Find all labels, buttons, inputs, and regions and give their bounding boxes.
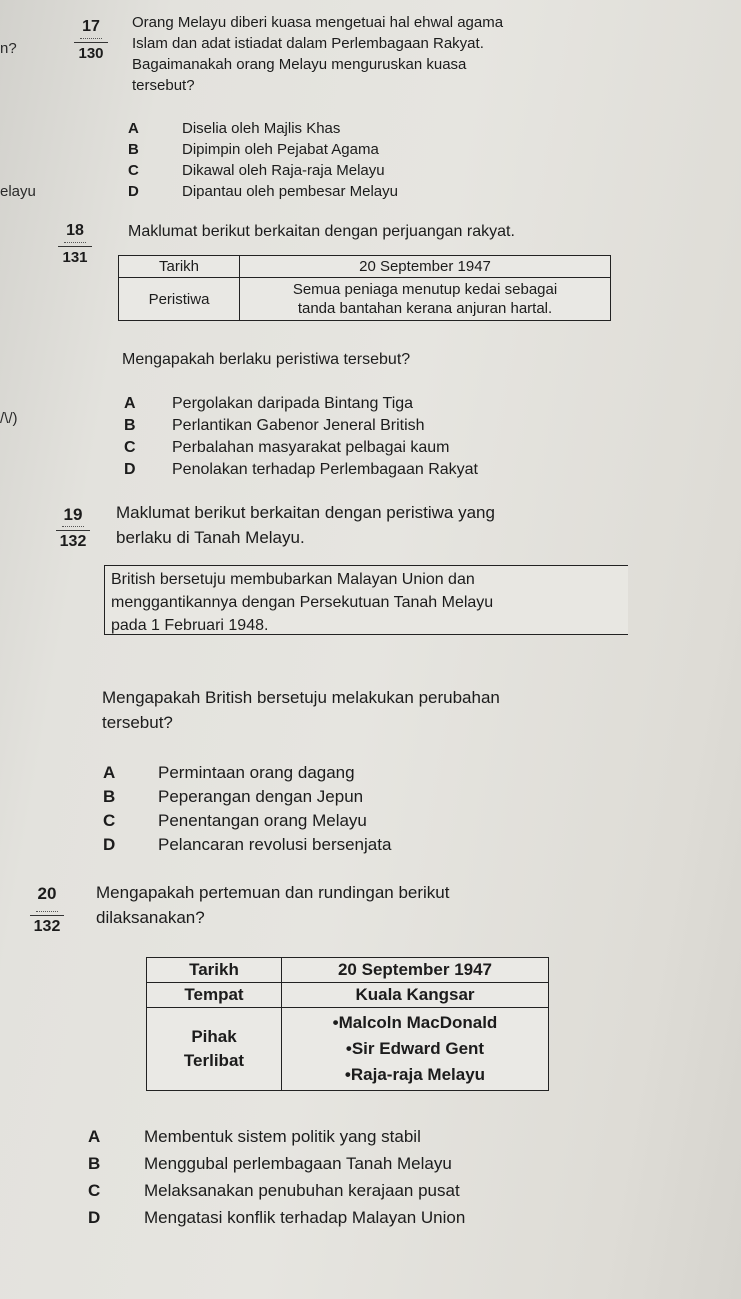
question-20-table bbox=[146, 957, 549, 1091]
party-item: • Raja-raja Melayu bbox=[290, 1062, 540, 1088]
option-text[interactable]: Penolakan terhadap Perlembagaan Rakyat bbox=[172, 461, 478, 478]
party-item: • Malcoln MacDonald bbox=[290, 1010, 540, 1036]
option-letter[interactable]: B bbox=[128, 141, 139, 158]
option-letter[interactable]: A bbox=[88, 1127, 101, 1146]
question-number: 17 bbox=[82, 18, 100, 35]
question-19-stem bbox=[116, 500, 495, 550]
table-label bbox=[147, 1008, 282, 1091]
option-letter[interactable]: D bbox=[103, 835, 116, 854]
question-number: 19 bbox=[63, 505, 83, 524]
option-text[interactable]: Pelancaran revolusi bersenjata bbox=[158, 835, 392, 854]
stem-line: Mengapakah pertemuan dan rundingan berikut bbox=[96, 883, 450, 902]
left-edge-fragment: elayu bbox=[0, 183, 36, 200]
left-edge-fragment: /\/) bbox=[0, 410, 18, 427]
option-letter[interactable]: B bbox=[124, 417, 136, 434]
question-20-stem bbox=[96, 880, 449, 930]
party-item: • Sir Edward Gent bbox=[290, 1036, 540, 1062]
option-text[interactable]: Penentangan orang Melayu bbox=[158, 811, 367, 830]
stem-line: Maklumat berikut berkaitan dengan peristiwa yang bbox=[116, 503, 495, 522]
option-letter[interactable]: D bbox=[128, 183, 139, 200]
option-text[interactable]: Mengatasi konflik terhadap Malayan Union bbox=[144, 1208, 466, 1227]
option-text[interactable]: Pergolakan daripada Bintang Tiga bbox=[172, 395, 414, 412]
table-label: Tempat bbox=[147, 983, 282, 1008]
table-label-line: Pihak bbox=[191, 1027, 237, 1046]
option-text[interactable]: Menggubal perlembagaan Tanah Melayu bbox=[144, 1154, 452, 1173]
option-letter[interactable]: A bbox=[124, 395, 136, 412]
option-letter[interactable]: C bbox=[128, 162, 139, 179]
table-label: Peristiwa bbox=[119, 278, 240, 321]
table-value: 20 September 1947 bbox=[240, 256, 611, 278]
option-text[interactable]: Peperangan dengan Jepun bbox=[158, 787, 364, 806]
question-18-stem: Maklumat berikut berkaitan dengan perjuangan rakyat. bbox=[128, 223, 515, 240]
table-value-line: Semua peniaga menutup kedai sebagai bbox=[292, 281, 558, 298]
option-text[interactable]: Melaksanakan penubuhan kerajaan pusat bbox=[144, 1181, 460, 1200]
stem-line: dilaksanakan? bbox=[96, 908, 205, 927]
table-value bbox=[282, 1008, 549, 1091]
stem-line: Islam dan adat istiadat dalam Perlembagaan Rakyat. bbox=[132, 35, 484, 52]
question-page-ref: 132 bbox=[56, 530, 90, 551]
question-page-ref: 132 bbox=[30, 915, 64, 936]
question-17-stem bbox=[132, 12, 503, 96]
question-line: Mengapakah British bersetuju melakukan perubahan bbox=[102, 688, 500, 707]
option-letter[interactable]: A bbox=[128, 120, 139, 137]
info-line: British bersetuju membubarkan Malayan Union dan bbox=[111, 571, 475, 588]
info-line: menggantikannya dengan Persekutuan Tanah Melayu bbox=[111, 594, 494, 611]
option-letter[interactable]: A bbox=[103, 763, 116, 782]
question-19-info-box bbox=[104, 565, 628, 635]
option-letter[interactable]: C bbox=[124, 439, 136, 456]
stem-line: tersebut? bbox=[132, 77, 195, 94]
question-page-ref: 131 bbox=[58, 246, 92, 266]
question-18-table bbox=[118, 255, 611, 321]
question-18-question: Mengapakah berlaku peristiwa tersebut? bbox=[122, 351, 411, 368]
option-text[interactable]: Dipimpin oleh Pejabat Agama bbox=[182, 141, 379, 158]
table-value: 20 September 1947 bbox=[282, 958, 549, 983]
table-label: Tarikh bbox=[147, 958, 282, 983]
table-value bbox=[240, 278, 611, 321]
option-text[interactable]: Membentuk sistem politik yang stabil bbox=[144, 1127, 421, 1146]
option-text[interactable]: Dipantau oleh pembesar Melayu bbox=[182, 183, 398, 200]
stem-line: berlaku di Tanah Melayu. bbox=[116, 528, 305, 547]
question-number: 20 bbox=[37, 884, 57, 903]
option-text[interactable]: Permintaan orang dagang bbox=[158, 763, 355, 782]
table-label-line: Terlibat bbox=[183, 1051, 245, 1070]
option-text[interactable]: Perlantikan Gabenor Jeneral British bbox=[172, 417, 425, 434]
option-text[interactable]: Dikawal oleh Raja-raja Melayu bbox=[182, 162, 385, 179]
table-label: Tarikh bbox=[119, 256, 240, 278]
option-text[interactable]: Diselia oleh Majlis Khas bbox=[182, 120, 341, 137]
stem-line: Bagaimanakah orang Melayu menguruskan kuasa bbox=[132, 56, 467, 73]
info-line: pada 1 Februari 1948. bbox=[111, 617, 269, 634]
table-value-line: tanda bantahan kerana anjuran hartal. bbox=[297, 300, 553, 317]
question-19-question bbox=[102, 685, 500, 735]
question-line: tersebut? bbox=[102, 713, 173, 732]
option-letter[interactable]: D bbox=[88, 1208, 101, 1227]
option-letter[interactable]: B bbox=[88, 1154, 101, 1173]
option-letter[interactable]: C bbox=[103, 811, 116, 830]
option-text[interactable]: Perbalahan masyarakat pelbagai kaum bbox=[172, 439, 450, 456]
option-letter[interactable]: B bbox=[103, 787, 116, 806]
table-value: Kuala Kangsar bbox=[282, 983, 549, 1008]
option-letter[interactable]: D bbox=[124, 461, 136, 478]
question-page-ref: 130 bbox=[74, 42, 108, 62]
stem-line: Orang Melayu diberi kuasa mengetuai hal ehwal agama bbox=[132, 14, 504, 31]
left-edge-fragment: n? bbox=[0, 40, 17, 57]
option-letter[interactable]: C bbox=[88, 1181, 101, 1200]
question-number: 18 bbox=[66, 222, 84, 239]
